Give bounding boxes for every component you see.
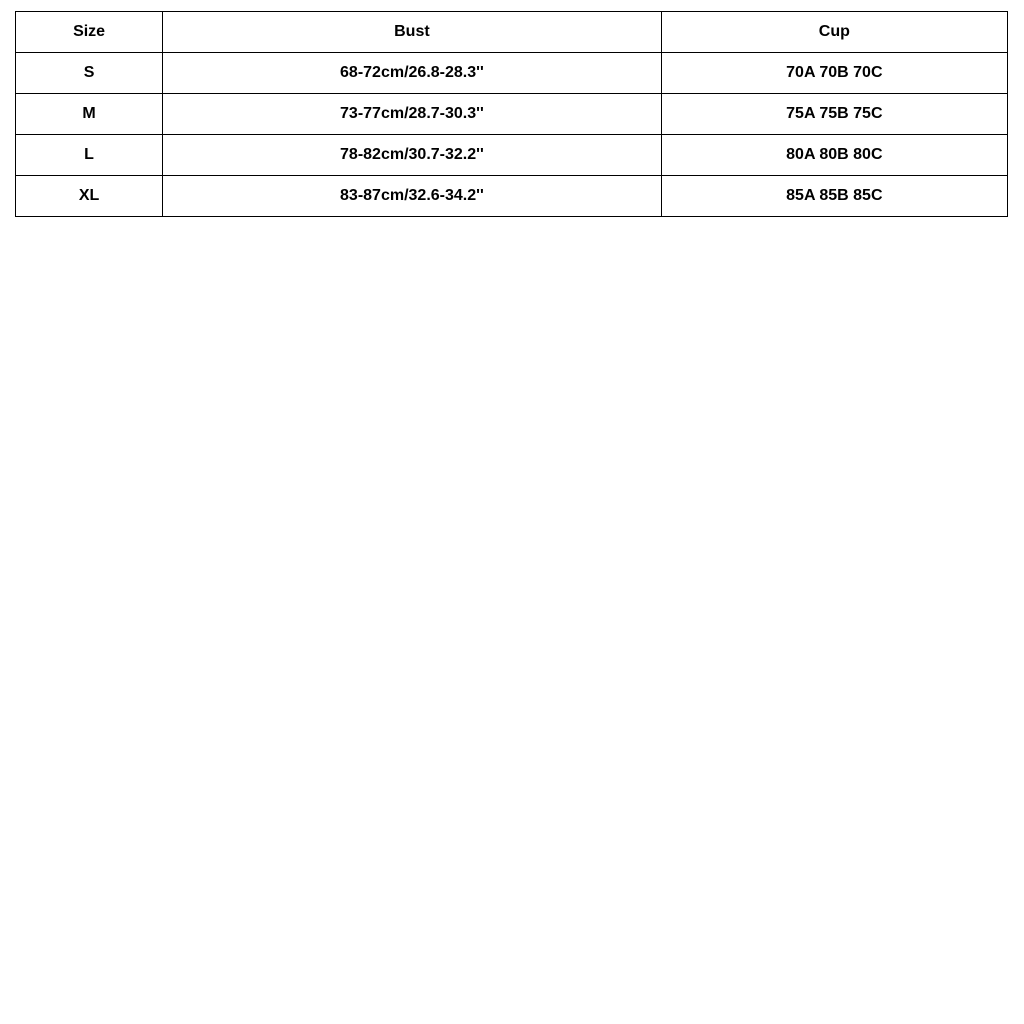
table-row — [16, 53, 1008, 94]
size-chart-table — [15, 11, 1008, 217]
cell-bust: 78-82cm/30.7-32.2'' — [163, 135, 662, 176]
cell-cup: 75A 75B 75C — [661, 94, 1007, 135]
header-bust: Bust — [163, 12, 662, 53]
table-header-row — [16, 12, 1008, 53]
header-cup: Cup — [661, 12, 1007, 53]
cell-bust: 68-72cm/26.8-28.3'' — [163, 53, 662, 94]
cell-cup: 70A 70B 70C — [661, 53, 1007, 94]
header-size: Size — [16, 12, 163, 53]
cell-bust: 73-77cm/28.7-30.3'' — [163, 94, 662, 135]
cell-size: L — [16, 135, 163, 176]
cell-size: S — [16, 53, 163, 94]
cell-bust: 83-87cm/32.6-34.2'' — [163, 176, 662, 217]
cell-cup: 80A 80B 80C — [661, 135, 1007, 176]
table-row — [16, 94, 1008, 135]
table-row — [16, 176, 1008, 217]
cell-size: M — [16, 94, 163, 135]
cell-cup: 85A 85B 85C — [661, 176, 1007, 217]
table-row — [16, 135, 1008, 176]
cell-size: XL — [16, 176, 163, 217]
